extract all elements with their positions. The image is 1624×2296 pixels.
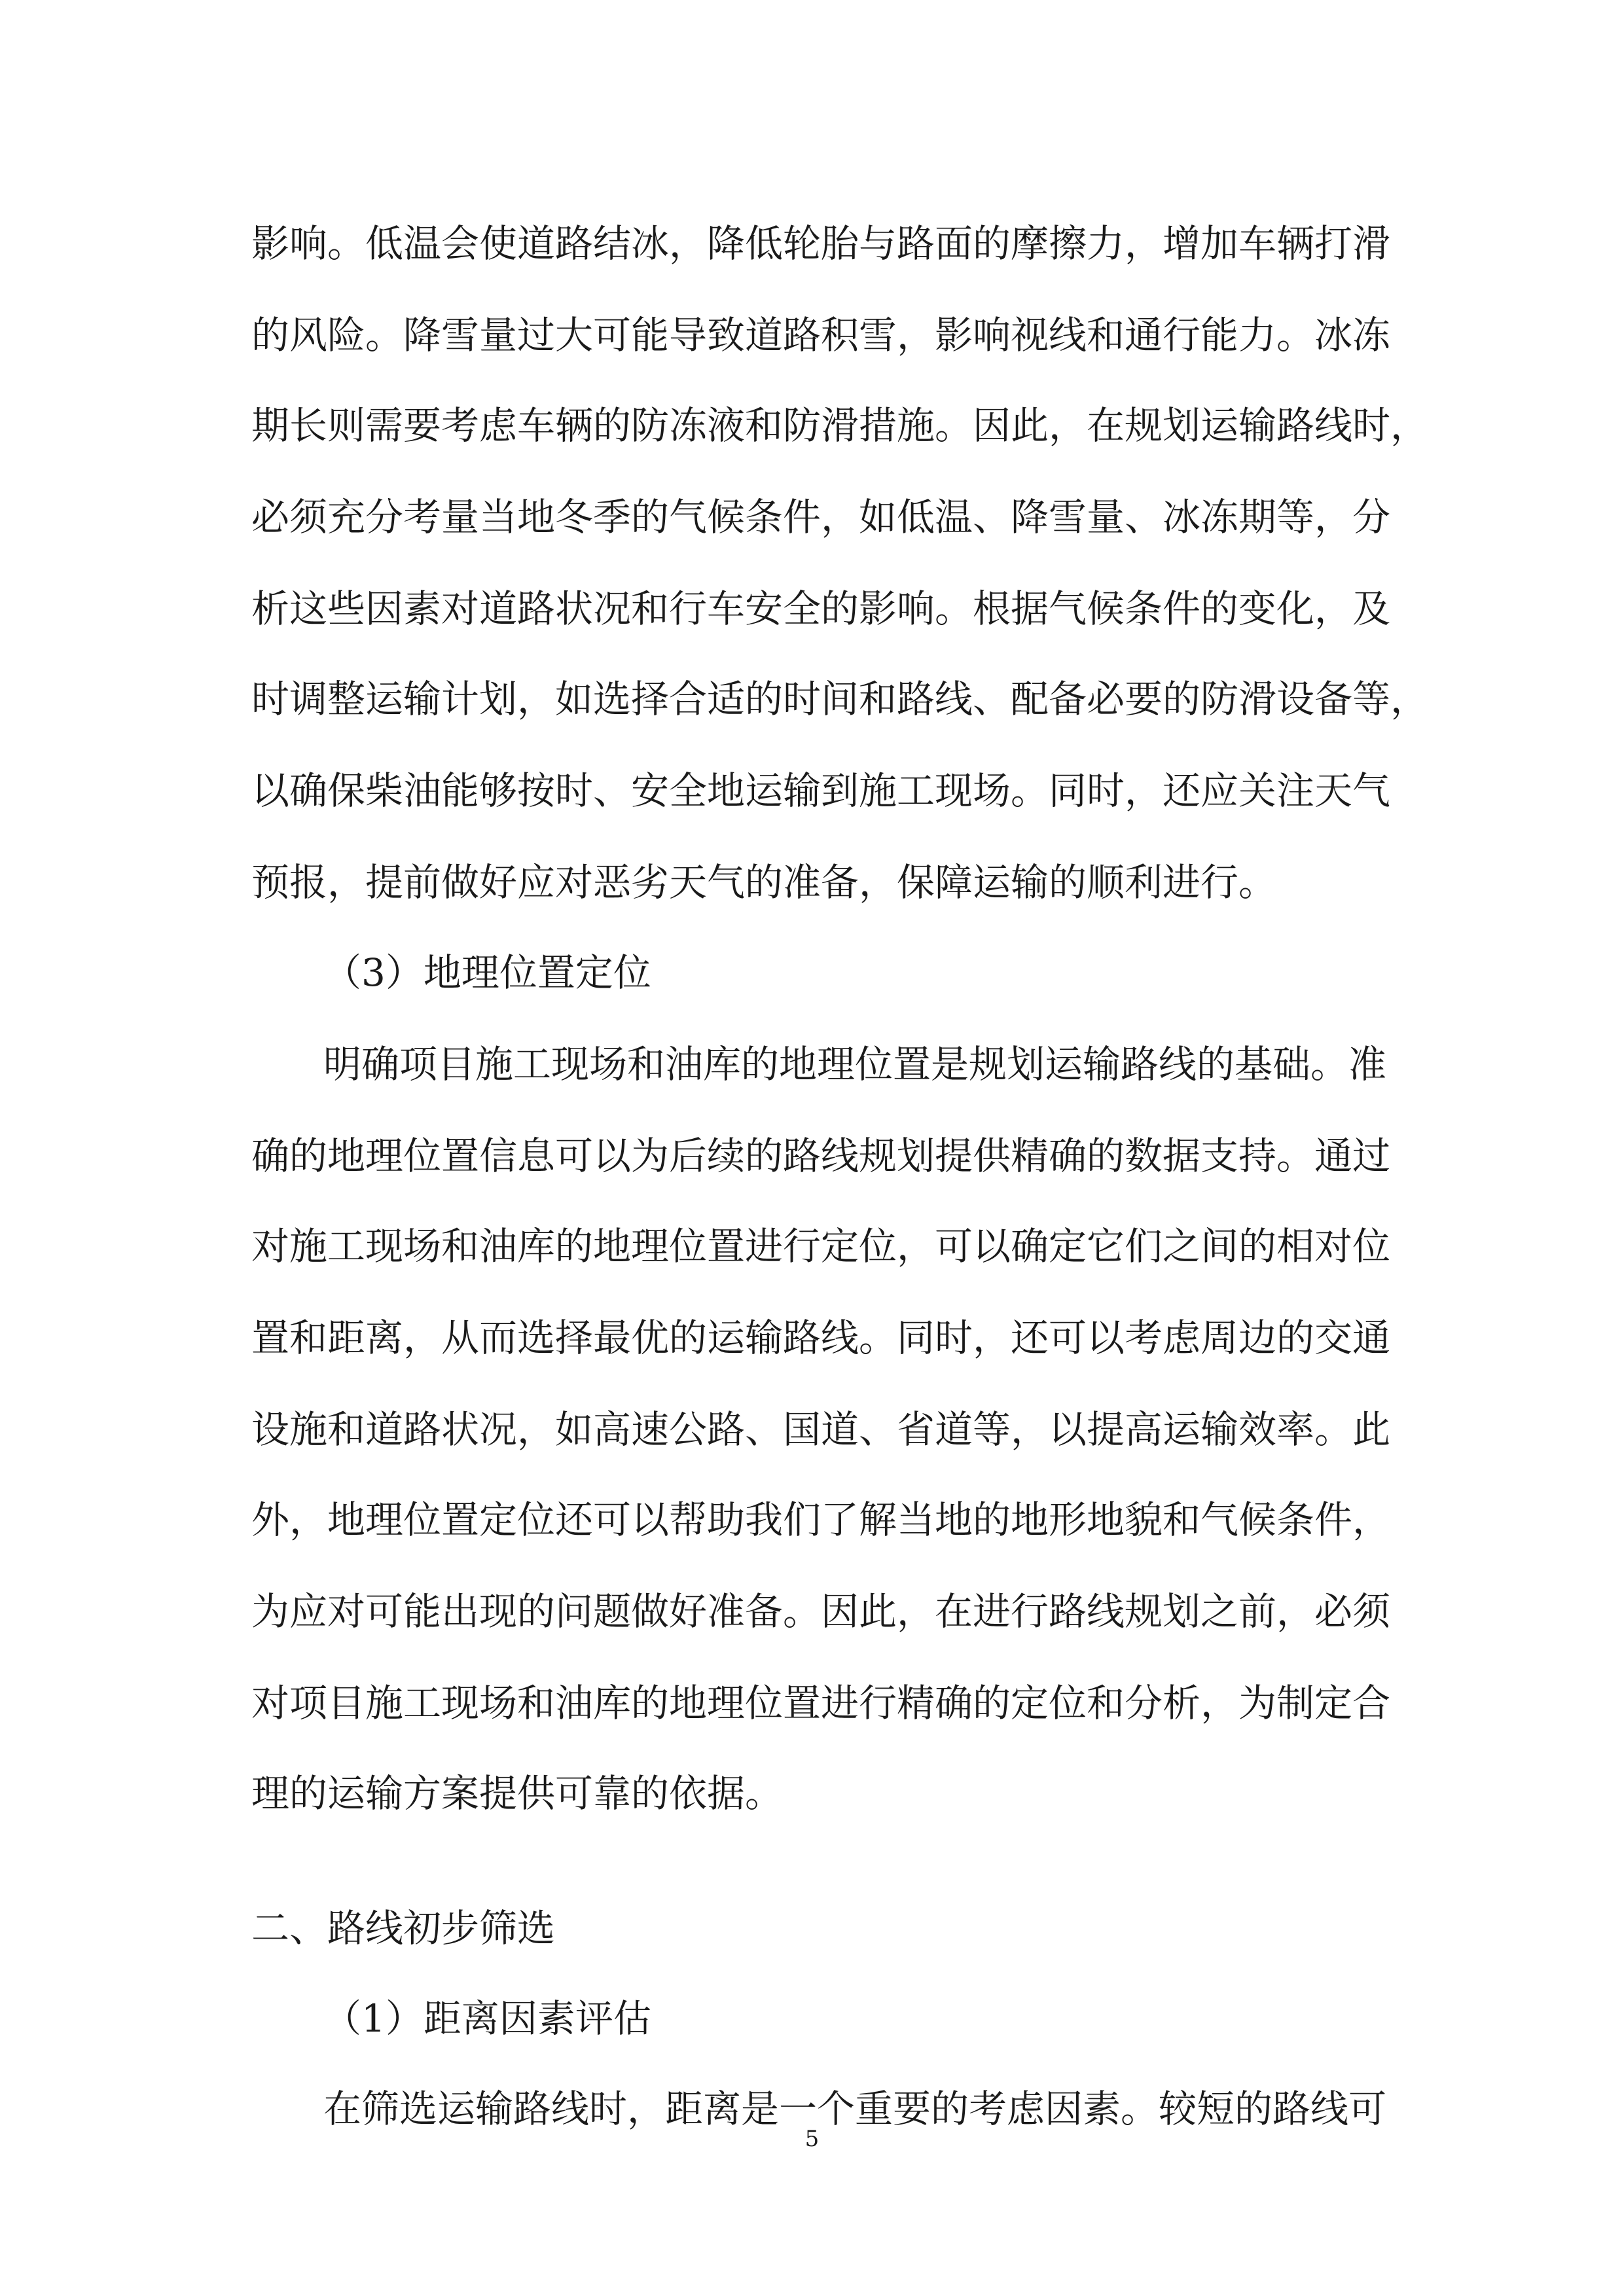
paragraph-line: 明确项目施工现场和油库的地理位置是规划运输路线的基础。准 [323,1042,1387,1086]
subheading-geolocation: （3）地理位置定位 [323,950,651,995]
paragraph-line: 确的地理位置信息可以为后续的路线规划提供精确的数据支持。通过 [251,1134,1391,1178]
paragraph-line: 在筛选运输路线时，距离是一个重要的考虑因素。较短的路线可 [323,2087,1387,2131]
page-number: 5 [804,2126,820,2152]
paragraph-line: 必须充分考量当地冬季的气候条件，如低温、降雪量、冰冻期等，分 [251,495,1391,539]
paragraph-line: 时调整运输计划，如选择合适的时间和路线、配备必要的防滑设备等， [251,677,1429,721]
paragraph-line: 设施和道路状况，如高速公路、国道、省道等，以提高运输效率。此 [251,1407,1391,1452]
paragraph-line: 置和距离，从而选择最优的运输路线。同时，还可以考虑周边的交通 [251,1316,1391,1360]
paragraph-line: 以确保柴油能够按时、安全地运输到施工现场。同时，还应关注天气 [251,768,1391,813]
paragraph-line: 为应对可能出现的问题做好准备。因此，在进行路线规划之前，必须 [251,1589,1391,1634]
paragraph-line: 预报，提前做好应对恶劣天气的准备，保障运输的顺利进行。 [251,860,1277,905]
section-heading-route-screening: 二、路线初步筛选 [251,1906,556,1950]
paragraph-line: 析这些因素对道路状况和行车安全的影响。根据气候条件的变化，及 [251,586,1391,631]
paragraph-line: 对项目施工现场和油库的地理位置进行精确的定位和分析，为制定合 [251,1681,1391,1725]
subheading-distance: （1）距离因素评估 [323,1996,651,2041]
paragraph-line: 外，地理位置定位还可以帮助我们了解当地的地形地貌和气候条件， [251,1498,1391,1542]
paragraph-line: 影响。低温会使道路结冰，降低轮胎与路面的摩擦力，增加车辆打滑 [251,221,1391,266]
paragraph-line: 理的运输方案提供可靠的依据。 [251,1771,784,1816]
paragraph-line: 的风险。降雪量过大可能导致道路积雪，影响视线和通行能力。冰冻 [251,313,1391,357]
paragraph-line: 期长则需要考虑车辆的防冻液和防滑措施。因此，在规划运输路线时， [251,403,1429,448]
paragraph-line: 对施工现场和油库的地理位置进行定位，可以确定它们之间的相对位 [251,1224,1391,1268]
